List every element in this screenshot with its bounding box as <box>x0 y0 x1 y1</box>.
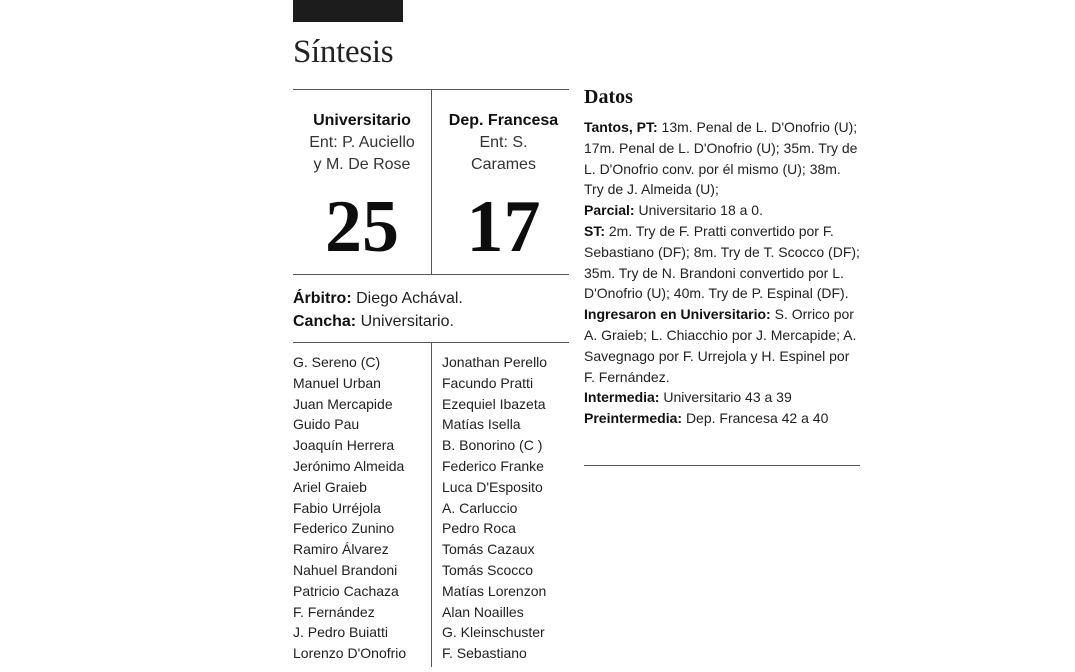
datos-body <box>584 117 862 429</box>
player-name: Joaquín Herrera <box>293 437 395 454</box>
player-name: Jonathan Perello <box>442 354 548 370</box>
referee-name: Diego Achával. <box>356 290 463 307</box>
away-coach-line: Carames <box>471 156 536 173</box>
home-coach-line: Ent: P. Auciello <box>309 134 415 151</box>
player-name: Lorenzo D'Onofrio <box>293 645 407 662</box>
away-coach-line: Ent: S. <box>479 134 528 151</box>
player-name: B. Bonorino (C ) <box>442 437 543 454</box>
page-title: Síntesis <box>293 34 394 70</box>
datos-entry <box>584 221 862 304</box>
referee-label: Árbitro: <box>293 290 352 307</box>
venue-name: Universitario. <box>360 313 454 330</box>
datos-entry <box>584 408 862 429</box>
divider-datos-bottom <box>584 465 860 466</box>
datos-heading: Datos <box>584 86 633 108</box>
player-name: Pedro Roca <box>442 520 516 537</box>
player-name: Matías Lorenzon <box>442 582 547 599</box>
divider-score-bottom <box>293 274 569 275</box>
player-name: G. Sereno (C) <box>293 354 381 370</box>
away-team-name: Dep. Francesa <box>448 112 559 129</box>
player-name: Facundo Pratti <box>442 374 534 391</box>
away-team-coach <box>432 132 575 176</box>
home-team-block <box>293 112 431 176</box>
player-name: Alan Noailles <box>442 603 524 620</box>
player-name: Jerónimo Almeida <box>293 457 405 474</box>
datos-entry-text: 2m. Try de F. Pratti convertido por F. Sebastiano (DF); 8m. Try de T. Scocco (DF); 35m. Try de N. Brandoni convertido por L. D'Onofrio (U); 40m. Try de P. Espinal (DF). <box>584 222 860 302</box>
datos-entry-text: Dep. Francesa 42 a 40 <box>685 410 829 427</box>
player-name: Matías Isella <box>442 416 521 433</box>
datos-entry-text: Universitario 18 a 0. <box>638 202 763 219</box>
away-score: 17 <box>466 186 541 268</box>
venue-label: Cancha: <box>293 313 357 330</box>
player-name: J. Pedro Buiatti <box>293 624 388 641</box>
datos-entry-label: Parcial: <box>584 202 635 219</box>
datos-entry-label: Preintermedia: <box>584 410 683 427</box>
player-name: Ramiro Álvarez <box>293 541 389 558</box>
datos-entry-text: S. Orrico por A. Graieb; L. Chiacchio por J. Mercapide; A. Savegnago por F. Urrejola y H. Espinel por F. Fernández. <box>584 306 857 385</box>
datos-entry <box>584 387 862 408</box>
player-name: F. Fernández <box>293 603 375 620</box>
datos-entry-text: Universitario 43 a 39 <box>663 389 792 406</box>
player-name: Patricio Cachaza <box>293 582 399 599</box>
divider-lineups-center <box>431 342 432 667</box>
section-marker-bar <box>293 0 403 22</box>
player-name: F. Sebastiano <box>442 645 527 662</box>
datos-entry <box>584 304 862 387</box>
player-name: Nahuel Brandoni <box>293 561 398 578</box>
datos-entry-label: Tantos, PT: <box>584 119 658 135</box>
home-coach-line: y M. De Rose <box>313 156 411 173</box>
venue-line <box>293 313 454 331</box>
datos-entry-label: Ingresaron en Universitario: <box>584 306 771 323</box>
player-name: Tomás Scocco <box>442 561 534 578</box>
player-name: Federico Franke <box>442 457 544 474</box>
player-name: Federico Zunino <box>293 520 395 537</box>
player-name: Ariel Graieb <box>293 478 367 495</box>
player-name: Juan Mercapide <box>293 395 393 412</box>
datos-entry-label: ST: <box>584 222 605 239</box>
away-team-block <box>432 112 575 176</box>
player-name: Manuel Urban <box>293 374 381 391</box>
player-name: Guido Pau <box>293 416 360 433</box>
player-name: Ezequiel Ibazeta <box>442 395 546 412</box>
datos-entry-label: Intermedia: <box>584 389 660 406</box>
player-name: Luca D'Esposito <box>442 478 543 495</box>
away-lineup <box>442 352 547 664</box>
player-name: Tomás Cazaux <box>442 541 535 558</box>
home-team-coach <box>293 132 431 176</box>
datos-entry <box>584 117 862 200</box>
player-name: G. Kleinschuster <box>442 624 545 641</box>
home-score: 25 <box>325 186 399 268</box>
player-name: A. Carluccio <box>442 499 518 516</box>
home-lineup <box>293 352 406 664</box>
referee-line <box>293 290 463 308</box>
home-team-name: Universitario <box>313 112 411 129</box>
datos-entry <box>584 200 862 221</box>
datos-entry-text: 13m. Penal de L. D'Onofrio (U); 17m. Penal de L. D'Onofrio (U); 35m. Try de L. D'Onofrio conv. por él mismo (U); 38m. Try de J. Almeida (U); <box>584 119 858 198</box>
player-name: Fabio Urréjola <box>293 499 381 516</box>
